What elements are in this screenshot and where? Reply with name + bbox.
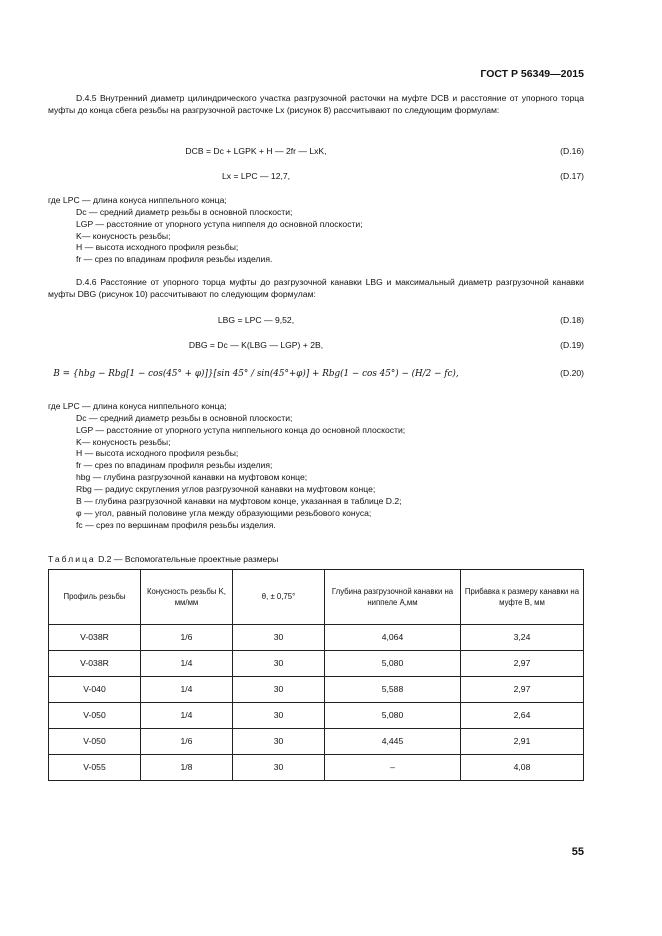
definition-item: Rbg — радиус скругления углов разгрузочной канавки на муфтовом конце; [76, 484, 376, 495]
design-dimensions-table [48, 569, 584, 781]
header-box-groove-allowance: Прибавка к размеру канавки на муфте B, мм [461, 570, 584, 625]
document-header: ГОСТ Р 56349—2015 [480, 68, 584, 80]
formula-number: (D.16) [560, 146, 584, 156]
table-caption [48, 554, 278, 566]
table-cell: V-040 [49, 677, 141, 703]
table-row [49, 755, 584, 781]
definitions-list-1 [48, 195, 584, 266]
table-cell: 30 [233, 703, 325, 729]
table-cell: 4,08 [461, 755, 584, 781]
formula-number: (D.19) [560, 340, 584, 350]
table-cell: 2,91 [461, 729, 584, 755]
table-cell: 5,080 [325, 703, 461, 729]
formula-d20 [48, 368, 584, 386]
definition-item: K— конусность резьбы; [76, 436, 171, 447]
table-cell: 30 [233, 729, 325, 755]
table-cell: 30 [233, 651, 325, 677]
header-taper: Конусность резьбы K, мм/мм [141, 570, 233, 625]
header-theta: θ, ± 0,75° [233, 570, 325, 625]
table-cell: V-055 [49, 755, 141, 781]
formula-d19 [48, 340, 584, 354]
paragraph-d46: D.4.6 Расстояние от упорного торца муфты до разгрузочной канавки LBG и максимальный диаметр разгрузочной канавки муфты DBG (рисунок 10) рассчитывают по следующим формулам: [48, 277, 584, 299]
formula-expression: DBG = Dc — K(LBG — LGP) + 2B, [188, 340, 324, 350]
definitions-list-2 [48, 401, 584, 531]
definition-item: H — высота исходного профиля резьбы; [76, 448, 239, 459]
table-cell: 2,64 [461, 703, 584, 729]
table-cell: – [325, 755, 461, 781]
paragraph-d45: D.4.5 Внутренний диаметр цилиндрического участка разгрузочной расточки на муфте DCB и расстояние от упорного торца муфты до конца сбега резьбы на разгрузочной расточке Lx (рисунок 8) рассчитывают по следующим формулам: [48, 93, 584, 115]
table-caption-text: D.2 — Вспомогательные проектные размеры [95, 554, 279, 564]
table-header-row [49, 570, 584, 625]
definition-item: H — высота исходного профиля резьбы; [76, 242, 239, 253]
definition-item: LGP — расстояние от упорного уступа ниппеля до основной плоскости; [76, 218, 363, 229]
formula-d17 [48, 171, 584, 185]
formula-number: (D.17) [560, 171, 584, 181]
table-cell: 3,24 [461, 625, 584, 651]
table-cell: 30 [233, 755, 325, 781]
table-cell: V-038R [49, 651, 141, 677]
definition-item: Dc — средний диаметр резьбы в основной плоскости; [76, 206, 293, 217]
definition-item: fr — срез по впадинам профиля резьбы изделия; [76, 460, 273, 471]
definition-item: fc — срез по вершинам профиля резьбы изделия. [76, 519, 276, 530]
definition-item: fr — срез по впадинам профиля резьбы изделия. [76, 254, 273, 265]
definition-item: hbg — глубина разгрузочной канавки на муфтовом конце; [76, 472, 308, 483]
definition-item: φ — угол, равный половине угла между образующими резьбового конуса; [76, 507, 372, 518]
table-caption-word: Таблица [48, 554, 96, 564]
table-cell: 4,445 [325, 729, 461, 755]
table-cell: 4,064 [325, 625, 461, 651]
table-cell: 30 [233, 677, 325, 703]
definition-item: Dc — средний диаметр резьбы в основной плоскости; [76, 412, 293, 423]
definition-item: K— конусность резьбы; [76, 230, 171, 241]
table-cell: V-038R [49, 625, 141, 651]
formula-d18 [48, 315, 584, 329]
formula-expression: B = {hbg − Rbg[1 − cos(45° + φ)]}[sin 45° / sin(45°+φ)] + Rbg(1 − cos 45°) − (H/2 − fc), [53, 369, 459, 379]
definition-item: где LPC — длина конуса ниппельного конца; [48, 195, 227, 205]
page-number: 55 [571, 846, 584, 858]
definition-item: где LPC — длина конуса ниппельного конца; [48, 401, 227, 411]
formula-number: (D.18) [560, 315, 584, 325]
formula-d16 [48, 146, 584, 160]
table-cell: 2,97 [461, 677, 584, 703]
table-row [49, 729, 584, 755]
definition-item: B — глубина разгрузочной канавки на муфтовом конце, указанная в таблице D.2; [76, 495, 402, 506]
header-nipple-groove-depth: Глубина разгрузочной канавки на ниппеле A,мм [325, 570, 461, 625]
table-cell: 5,080 [325, 651, 461, 677]
table-cell: 1/6 [141, 625, 233, 651]
table-cell: V-050 [49, 703, 141, 729]
table-row [49, 677, 584, 703]
table-row [49, 625, 584, 651]
table-cell: 1/4 [141, 677, 233, 703]
table-row [49, 703, 584, 729]
formula-number: (D.20) [560, 368, 584, 378]
table-cell: 1/6 [141, 729, 233, 755]
table-cell: 2,97 [461, 651, 584, 677]
definition-item: LGP — расстояние от упорного уступа ниппельного конца до основной плоскости; [76, 424, 406, 435]
formula-expression: Lx = LPC — 12,7, [221, 171, 291, 181]
table-cell: 1/4 [141, 703, 233, 729]
table-cell: 1/8 [141, 755, 233, 781]
header-thread-profile: Профиль резьбы [49, 570, 141, 625]
table-cell: 5,588 [325, 677, 461, 703]
formula-expression: DCB = Dc + LGPK + H — 2fr — LxK, [185, 146, 327, 156]
formula-expression: LBG = LPC — 9,52, [217, 315, 295, 325]
table-cell: 1/4 [141, 651, 233, 677]
table-cell: V-050 [49, 729, 141, 755]
table-row [49, 651, 584, 677]
table-cell: 30 [233, 625, 325, 651]
